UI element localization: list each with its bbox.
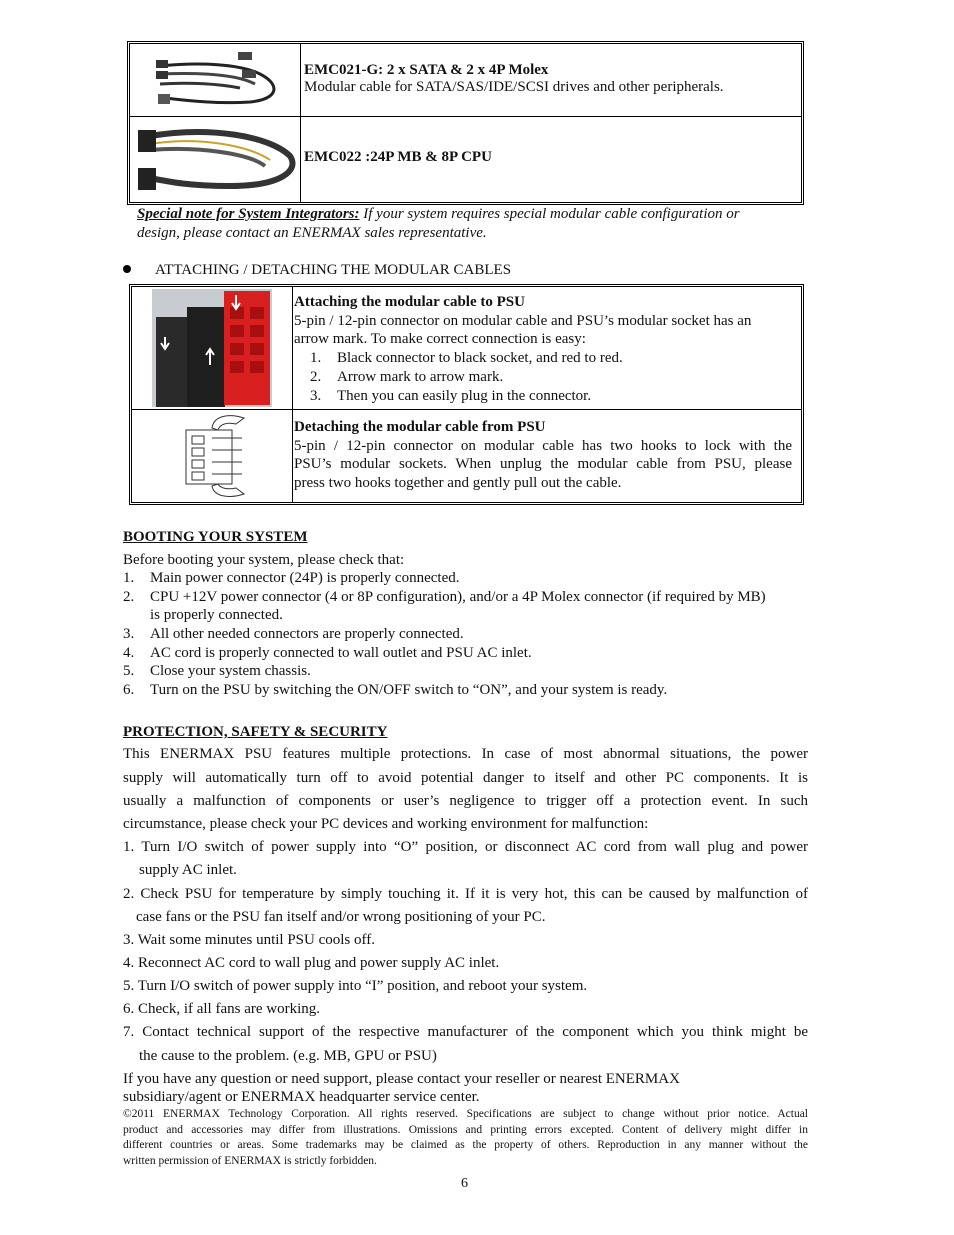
protection-step-2-cont: case fans or the PSU fan itself and/or wrong positioning of your PC.	[136, 909, 546, 925]
attach-step-3: 3. Then you can easily plug in the connector.	[310, 387, 592, 404]
cable-image-emc021	[130, 44, 301, 116]
booting-intro: Before booting your system, please check that:	[123, 552, 405, 568]
booting-item-4: 4. AC cord is properly connected to wall outlet and PSU AC inlet.	[123, 645, 532, 661]
cable-image-emc022	[130, 116, 301, 202]
booting-item-6: 6. Turn on the PSU by switching the ON/OFF switch to “ON”, and your system is ready.	[123, 682, 668, 698]
copyright-line-4: written permission of ENERMAX is strictly forbidden.	[123, 1155, 377, 1167]
detach-title: Detaching the modular cable from PSU	[294, 419, 546, 435]
protection-p3: usually a malfunction of components or user’s negligence to trigger off a protection event. In such	[123, 793, 808, 809]
protection-step-1-cont: supply AC inlet.	[139, 862, 237, 878]
bullet-icon	[123, 265, 131, 273]
detach-image	[132, 410, 293, 502]
cable-description: Modular cable for SATA/SAS/IDE/SCSI drives and other peripherals.	[304, 79, 724, 95]
copyright-line-2: product and accessories may differ from illustrations. Omissions and printing errors excepted. Content of delivery might differ in	[123, 1124, 808, 1136]
protection-step-2: 2. Check PSU for temperature by simply touching it. If it is very hot, this can be caused by malfunction of	[123, 886, 808, 902]
booting-item-2: 2. CPU +12V power connector (4 or 8P configuration), and/or a 4P Molex connector (if required by MB)	[123, 589, 766, 605]
copyright-line-3: different countries or areas. Some trademarks may be claimed as the property of others. Reproduction in any manner without the	[123, 1139, 808, 1151]
cable-table	[127, 41, 804, 205]
booting-heading: BOOTING YOUR SYSTEM	[123, 529, 308, 545]
special-note-label: Special note for System Integrators:	[137, 206, 360, 222]
protection-step-7-cont: the cause to the problem. (e.g. MB, GPU or PSU)	[139, 1048, 437, 1064]
attach-title: Attaching the modular cable to PSU	[294, 294, 525, 310]
cable-row-emc022	[130, 116, 801, 202]
attach-image	[132, 287, 293, 410]
booting-item-3: 3. All other needed connectors are properly connected.	[123, 626, 464, 642]
attach-detach-table	[129, 284, 804, 505]
special-note-line-1: Special note for System Integrators: If your system requires special modular cable configuration or	[137, 206, 740, 222]
protection-p2: supply will automatically turn off to avoid potential danger to itself and other PC components. It is	[123, 770, 808, 786]
attach-step-1: 1. Black connector to black socket, and red to red.	[310, 350, 623, 367]
protection-step-5: 5. Turn I/O switch of power supply into “I” position, and reboot your system.	[123, 978, 588, 994]
protection-p1: This ENERMAX PSU features multiple protections. In case of most abnormal situations, the power	[123, 746, 808, 762]
protection-step-6: 6. Check, if all fans are working.	[123, 1001, 321, 1017]
protection-step-1: 1. Turn I/O switch of power supply into “O” position, or disconnect AC cord from wall plug and power	[123, 839, 808, 855]
booting-item-1: 1. Main power connector (24P) is properly connected.	[123, 570, 460, 586]
protection-step-4: 4. Reconnect AC cord to wall plug and power supply AC inlet.	[123, 955, 500, 971]
contact-line-1: If you have any question or need support, please contact your reseller or nearest ENERMAX	[123, 1071, 680, 1087]
contact-line-2: subsidiary/agent or ENERMAX headquarter service center.	[123, 1089, 480, 1105]
booting-item-5: 5. Close your system chassis.	[123, 663, 311, 679]
attach-text: Attaching the modular cable to PSU 5-pin / 12-pin connector on modular cable and PSU’s modular socket has an arrow mark. To make correct connection is easy: 1. Black connector to black socket, and red to red. 2. Arrow mark to arrow mark. 3. Then you can easily plug in the connector.	[294, 293, 792, 405]
attach-step-2: 2. Arrow mark to arrow mark.	[310, 368, 504, 385]
detach-text: Detaching the modular cable from PSU 5-pin / 12-pin connector on modular cable has two hooks to lock with the PSU’s modular sockets. When unplug the modular cable from PSU, please press two hooks together and gently pull out the cable.	[294, 419, 792, 492]
booting-item-2-cont: is properly connected.	[150, 607, 283, 623]
protection-step-3: 3. Wait some minutes until PSU cools off.	[123, 932, 375, 948]
copyright-line-1: ©2011 ENERMAX Technology Corporation. All rights reserved. Specifications are subject to change without prior notice. Actual	[123, 1108, 808, 1120]
cable-model: EMC022 :24P MB & 8P CPU	[304, 149, 492, 165]
protection-step-7: 7. Contact technical support of the respective manufacturer of the component which you think might be	[123, 1024, 808, 1040]
protection-heading: PROTECTION, SAFETY & SECURITY	[123, 724, 388, 740]
page-number: 6	[461, 1176, 468, 1191]
cable-row-emc021	[130, 44, 801, 117]
attach-section-heading: ATTACHING / DETACHING THE MODULAR CABLES	[123, 262, 511, 279]
cable-model: EMC021-G: 2 x SATA & 2 x 4P Molex	[304, 62, 549, 78]
special-note-line-2: design, please contact an ENERMAX sales representative.	[137, 225, 487, 241]
protection-p4: circumstance, please check your PC devices and working environment for malfunction:	[123, 816, 649, 832]
